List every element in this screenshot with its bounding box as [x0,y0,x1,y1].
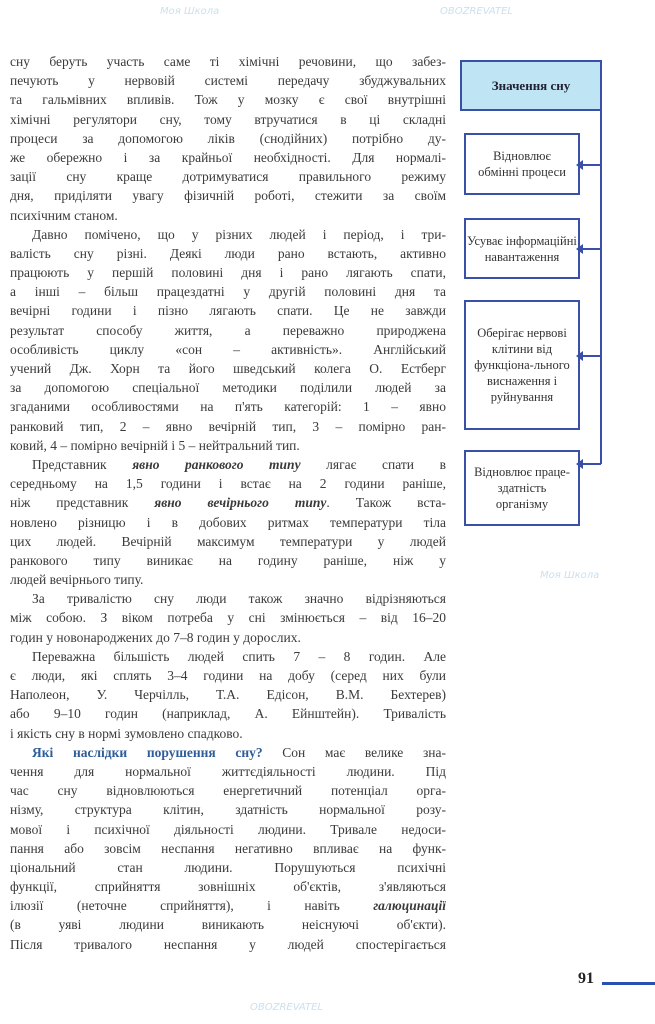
text-run: Давно помічено, що у різних людей і період, і три- [32,226,446,242]
text-run: ковий, 4 – помірно вечірній і 5 – нейтральний тип. [10,437,300,453]
text-line [10,455,446,474]
text-run: Переважна більшість людей спить 7 – 8 годин. Але [32,648,446,664]
text-run: ранковий тип, 2 – явно вечірній тип, 3 – помірно ран- [10,418,446,434]
text-run: людей вечірнього типу. [10,572,144,588]
text-run: хімічні регулятори сну, тому втручатися в ці складні [10,111,446,127]
text-line [10,359,446,378]
emphasis-term: явно ранкового типу [132,456,301,472]
text-line [10,800,446,819]
text-run: ніж представник [10,495,155,511]
text-line [10,666,446,685]
text-run: середньому на 1,5 години і встає на 2 години раніше, [10,476,446,492]
arrow-left-icon [580,463,601,465]
text-line [10,896,446,915]
text-run: та гальмівних впливів. Тож у мозку є свої внутрішні [10,92,446,108]
emphasis-term: галюцинації [373,898,446,914]
text-line [10,820,446,839]
diagram-item-label: Оберігає нервові клітини від функціона-льного виснаження і руйнування [474,326,570,404]
text-run: і якість сну в нормі зумовлено спадково. [10,725,243,741]
text-line [10,513,446,532]
text-run: нізму, структура клітин, здатність нормальної розу- [10,802,446,818]
text-line [10,532,446,551]
text-run: процеси за допомогою ліків (снодійних) потрібно ду- [10,130,446,146]
body-text [10,52,446,954]
watermark: Моя Школа [540,570,600,581]
watermark: OBOZREVATEL [250,1002,323,1013]
watermark: OBOZREVATEL [440,6,513,17]
diagram-item-label: Відновлює обмінні процеси [478,149,566,179]
text-run: працюють у першій половині дня і рано лягають спати, [10,265,446,281]
text-line [10,301,446,320]
text-line [10,225,446,244]
text-line [10,378,446,397]
text-line [10,474,446,493]
emphasis-term: явно вечірнього типу [154,495,327,511]
diagram-item-box [464,300,580,430]
text-run: (в уяві людини виникають неіснуючі об'єкти). [10,917,446,933]
text-line [10,90,446,109]
text-run: годин у новонароджених до 7–8 годин у дорослих. [10,629,301,645]
text-line [10,704,446,723]
text-run: Наполеон, У. Черчілль, Т.А. Едісон, В.М. Бехтерев) [10,687,446,703]
text-run: між собою. З віком потреба у сні змінюється – від 16–20 [10,610,446,626]
text-line [10,263,446,282]
text-line [10,551,446,570]
text-line [10,167,446,186]
text-line [10,186,446,205]
watermark: Моя Школа [160,6,220,17]
text-run: новлено різницю і в добових ритмах температури тіла [10,514,446,530]
page-number-rule [602,982,655,985]
text-line [10,52,446,71]
text-line [10,206,446,225]
text-line [10,493,446,512]
diagram-title-box [460,60,602,111]
text-run: ранкового типу виникає на годину раніше, ніж у [10,552,446,568]
text-run: За тривалістю сну люди також значно відрізняються [32,591,446,607]
text-line [10,436,446,455]
arrow-left-icon [580,164,601,166]
text-run: або 9–10 годин (наприклад, А. Ейнштейн). Тривалість [10,706,446,722]
arrow-left-icon [580,355,601,357]
text-run: валість сну різні. Деякі люди рано встають, активно [10,245,446,261]
text-line [10,628,446,647]
text-run: Сон має велике зна- [262,744,446,760]
text-line [10,781,446,800]
text-run: зації сну краще дотримуватися правильного режиму [10,169,446,185]
text-run: результат способу життя, а переважно природжена [10,322,446,338]
text-run: а інші – більш працездатні у другій половині дня та [10,284,446,300]
text-line [10,340,446,359]
text-run: психічним станом. [10,207,118,223]
text-line [10,282,446,301]
diagram-item-box [464,218,580,279]
text-run: Після тривалого неспання у людей спостерігається [10,936,446,952]
text-run: пання або зовсім неспання негативно впливає на функ- [10,840,446,856]
text-run: печують у нервовій системі передачу збуджувальних [10,73,446,89]
text-run: ілюзії (неточне сприйняття), і навіть [10,898,374,914]
text-run: учений Дж. Хорн та його шведський колега О. Естберг [10,361,446,376]
text-run: є люди, які сплять 3–4 години на добу (серед них були [10,668,446,683]
text-line [10,570,446,589]
text-line [10,839,446,858]
text-line [10,743,446,762]
text-run: функції, сприйняття зовнішніх об'єктів, з'являються [10,879,446,895]
text-line [10,397,446,416]
text-run: особливість циклу «сон – активність». Англійський [10,341,446,357]
text-run: Представник [32,456,133,472]
text-line [10,877,446,896]
text-line [10,858,446,877]
text-run: вечірні години і пізно лягають спати. Це не завжди [10,303,446,319]
text-line [10,685,446,704]
diagram-item-box [464,450,580,526]
arrow-left-icon [580,248,601,250]
diagram-item-label: Відновлює праце-здатність організму [474,465,570,511]
text-run: мової і психічної діяльності людини. Тривале недоси- [10,821,446,837]
text-line [10,915,446,934]
text-line [10,244,446,263]
text-line [10,110,446,129]
diagram-title: Значення сну [491,77,571,93]
text-run: же обережно і за крайньої необхідності. Для нормалі- [10,149,446,165]
page-number: 91 [578,970,594,987]
text-run: чення для нормальної життєдіяльності людини. Під [10,763,446,779]
diagram-item-label: Усуває інформаційні навантаження [467,233,577,264]
text-run: згаданими особливостями на п'ять категорій: 1 – явно [10,399,446,415]
text-run: ціональний стан людини. Порушуються психічні [10,859,446,875]
text-line [10,762,446,781]
text-line [10,724,446,743]
text-run: лягає спати в [300,456,446,472]
text-run: дня, приділяти увагу фізичній роботі, стежити за своїм [10,188,446,204]
text-run: . Також вста- [326,495,446,511]
text-line [10,148,446,167]
text-line [10,417,446,436]
text-run: сну беруть участь саме ті хімічні речовини, що забез- [10,54,446,69]
text-line [10,71,446,90]
text-run: час сну відновлюються енергетичний потенціал орга- [10,783,446,799]
text-line [10,935,446,954]
text-run: за допомогою спеціальної методики поділили людей за [10,380,446,396]
diagram-item-box [464,133,580,195]
text-line [10,129,446,148]
text-line [10,589,446,608]
text-line [10,321,446,340]
text-line [10,647,446,666]
section-question: Які наслідки порушення сну? [32,744,263,760]
text-line [10,608,446,627]
text-run: цих людей. Вечірній максимум температури у людей [10,533,446,549]
